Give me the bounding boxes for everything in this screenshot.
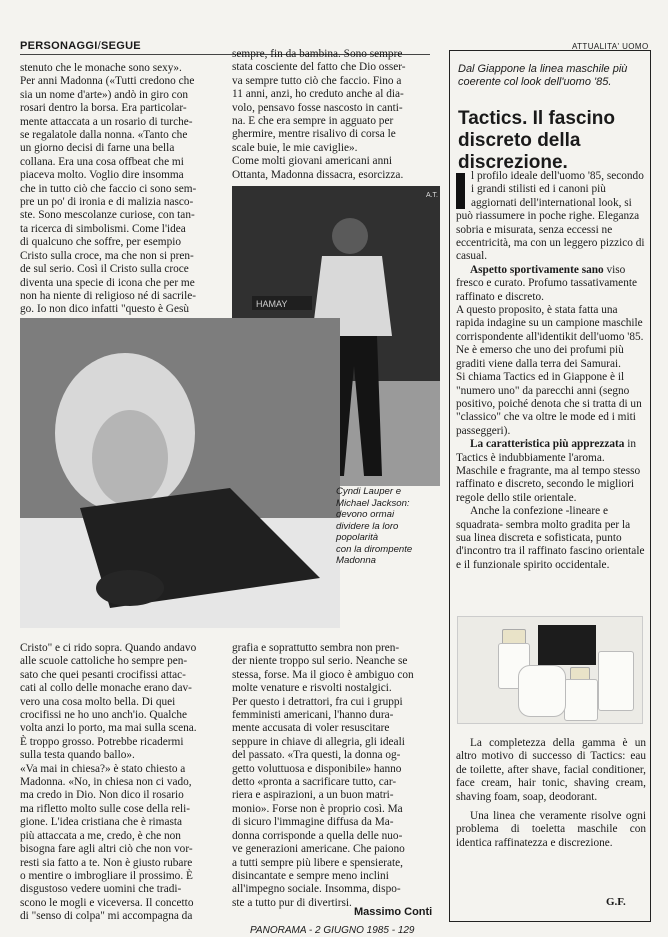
section-sub: SEGUE	[100, 40, 141, 52]
text-line: grafia e soprattutto sembra non pren-	[232, 642, 400, 654]
text-line: all'impegno sociale. Insomma, dispo-	[232, 883, 401, 896]
text-line: detto «pronta a sacrificare tutto, car-	[232, 776, 397, 789]
product-bottle-3	[598, 651, 634, 711]
text-line: disgustoso vedere uomini che tradi-	[20, 883, 182, 896]
text-line: Madonna	[336, 555, 377, 566]
ad-paragraph-6: Anche la confezione -lineare e squadrata- sembra molto gradita per la sua linea discreta e sofisticata, punto d'incontro tra il raffinato fascino orientale e il funzionale spirito occidentale.	[456, 505, 645, 571]
text-line: di "senso di colpa" mi accompagna da	[20, 910, 193, 923]
text-line: ste a tutto pur di divertirsi.	[232, 896, 352, 909]
text-line: disincantate e sempre meno inclini	[232, 869, 389, 882]
text-line: resti sia fatto a te. Non è giusto rubare	[20, 856, 193, 869]
photo-caption	[336, 486, 436, 567]
text-line: crocifissi ne ho uno anch'io. Qualche	[20, 709, 188, 722]
text-line: mente attaccata a un rosario di turche-	[20, 115, 193, 128]
text-line: un giorno decisi di farne una bella	[20, 142, 175, 155]
ad-body-lower	[456, 737, 646, 850]
text-line: collana. Era una cosa offbeat che mi	[20, 155, 184, 168]
text-line: che in tutto ciò che faccio ci sono sem-	[20, 182, 197, 195]
text-line: na. E che era sempre in agguato per	[232, 115, 394, 128]
text-line: vero una cosa molto bella. Di quei	[20, 695, 176, 708]
text-line: molte venature e risvolti nostalgici.	[232, 682, 392, 695]
text-line: Per anni Madonna («Tutti credono che	[20, 75, 195, 88]
text-line: go. Io non dico infatti "questo è Gesù	[20, 303, 190, 316]
text-line: getto voluttuosa e disponibile» hanno	[232, 762, 402, 775]
page-footer: PANORAMA - 2 GIUGNO 1985 - 129	[250, 925, 415, 936]
text-line: È troppo grosso. Potrebbe ricadermi	[20, 735, 184, 748]
text-line: stenuto che le monache sono sexy».	[20, 62, 182, 74]
ad-paragraph-7: La completezza della gamma è un altro motivo di successo di Tactics: eau de toilette, after shave, facial conditioner, face cream, hair tonic, shaving cream, shaving foam, soap, deodorant.	[456, 737, 646, 803]
text-line: ghermire, mentre risalivo di corsa le	[232, 128, 396, 141]
text-line: sulla testa quando ballo».	[20, 749, 135, 762]
product-jar	[518, 665, 566, 717]
text-line: scono le mogli e viceversa. Il concetto	[20, 896, 194, 909]
ad-paragraph-3: A questo proposito, è stata fatta una rapida indagine su un campione maschile corrispondente all'identikit dell'uomo '85. Ne è emerso che uno dei profumi più graditi viene dalla terra dei Samurai.	[456, 304, 644, 370]
text-line: Madonna. «No, in chiesa non ci vado,	[20, 776, 192, 789]
ad-paragraph-8: Una linea che veramente risolve ogni problema di toeletta maschile con identica raffinatezza e discrezione.	[456, 810, 646, 849]
text-line: volta anzi lo porto, ma mai sulla scena.	[20, 722, 197, 735]
text-line: monio». Forse non è proprio così. Ma	[232, 802, 403, 815]
text-line: «Va mai in chiesa?» è stato chiesto a	[20, 762, 186, 775]
ad-paragraph-4: Si chiama Tactics ed in Giappone è il "numero uno" da parecchi anni (segno positivo, poiché denota che si tratta di un "classico" che va oltre le mode ed i miti passeggeri).	[456, 371, 642, 437]
text-line: ma rifletto molto sulle cose della reli-	[20, 802, 191, 815]
text-line: sempre, fin da bambina. Sono sempre	[232, 48, 403, 60]
product-bottle-2	[564, 679, 598, 721]
photo-cyndi-lauper	[20, 318, 340, 628]
text-line: sato che quei pesanti crocifissi attac-	[20, 668, 186, 681]
text-line: pre un po' di ironia e di malizia nasco-	[20, 196, 194, 209]
text-line: Ottanta, Madonna dissacra, esorcizza.	[232, 168, 404, 181]
text-line: ve generazioni americane. Che paiono	[232, 843, 405, 856]
text-line: del passato. «Tra questi, la donna og-	[232, 749, 401, 762]
text-line: Cyndi Lauper e	[336, 486, 402, 497]
text-line: di sicuro l'immagine diffusa da Ma-	[232, 816, 394, 829]
section-separator: /	[97, 40, 101, 52]
text-line: ta ricerca di simbolismi. Come l'idea	[20, 222, 186, 235]
text-line: non ha niente di religioso né di sacrile-	[20, 289, 196, 302]
photo-cl-illustration	[20, 318, 340, 628]
text-line: dividere la loro	[336, 520, 399, 532]
article-column-2-top	[232, 48, 442, 182]
article-column-1-bottom	[20, 642, 232, 924]
text-line: Per questo i detrattori, fra cui i gruppi	[232, 695, 403, 708]
text-line: seppure in chiave di allegria, gli ideali	[232, 735, 405, 748]
text-line: ste. Sono mescolanze curiose, con tan-	[20, 209, 195, 222]
article-column-1-top	[20, 62, 232, 317]
text-line: sia un nome d'arte») andò in giro con	[20, 88, 188, 101]
text-line: più attaccata a me, credo, è che non	[20, 829, 181, 842]
text-line: alle scuole cattoliche ho sempre pen-	[20, 655, 188, 668]
text-line: donna corrisponde a quella delle nuo-	[232, 829, 403, 842]
text-line: riera e aspirazioni, a un buon matri-	[232, 789, 394, 802]
text-line: mente accusata di voler resuscitare	[232, 722, 390, 735]
text-line: Cristo" e ci rido sopra. Quando andavo	[20, 642, 197, 654]
author-name: Massimo Conti	[354, 906, 433, 918]
section-name: PERSONAGGI	[20, 40, 98, 52]
drop-cap	[456, 173, 465, 209]
text-line: rosari dentro la borsa. Era particolar-	[20, 102, 187, 115]
ad-body-upper	[456, 170, 646, 572]
text-line: va sempre tutto ciò che faccio. Fino a	[232, 74, 402, 87]
text-line: de sul serio. Così il Cristo sulla croce	[20, 263, 189, 276]
article-column-2-bottom	[232, 642, 444, 910]
sidebar-label: ATTUALITA' UOMO	[572, 42, 649, 51]
text-line: bisogna fare agli altri ciò che non vor-	[20, 843, 193, 856]
text-line: con la dirompente	[336, 543, 413, 555]
text-line: der niente troppo sul serio. Neanche se	[232, 655, 408, 668]
text-line: Come molti giovani americani anni	[232, 155, 392, 168]
text-line: Michael Jackson:	[336, 497, 410, 509]
text-line: volo, pensavo fosse nascosto in canti-	[232, 101, 403, 114]
text-line: cati al collo delle monache erano dav-	[20, 682, 192, 695]
text-line: stata cosciente del fatto che Dio osser-	[232, 61, 406, 74]
ad-title: Tactics. Il fascino discreto della discrezione.	[458, 108, 615, 173]
ad-paragraph-5-lead: La caratteristica più apprezzata	[470, 438, 625, 451]
product-photo	[457, 616, 643, 724]
text-line: 11 anni, anzi, ho creduto anche al dia-	[232, 88, 404, 101]
text-line: devono ormai	[336, 509, 395, 520]
section-header	[20, 40, 141, 52]
text-line: di qualcuno che soffre, per esempio	[20, 236, 182, 249]
text-line: scale buie, le mie caviglie».	[232, 141, 358, 154]
text-line: diventa una specie di icona che per me	[20, 276, 195, 289]
ad-subtitle: Dal Giappone la linea maschile più coerente col look dell'uomo '85.	[458, 63, 628, 88]
text-line: popolarità	[336, 532, 379, 543]
text-line: stessa, forse. Ma il gioco è ambiguo con	[232, 668, 414, 681]
text-line: o mentire o imbrogliare il prossimo. È	[20, 869, 193, 882]
text-line: ma credo in Dio. Non dico il rosario	[20, 789, 184, 802]
ad-paragraph-1: l profilo ideale dell'uomo '85, secondo i grandi stilisti ed i canoni più aggiornati dell'international look, si può riassumere in poche righe. Eleganza sobria e misurata, senza eccessi ne eccentricità, ma con un leggero pizzico di casual.	[456, 170, 645, 263]
text-line: femministi americani, l'hanno dura-	[232, 709, 394, 722]
text-line: a tutti sempre più libere e spensierate,	[232, 856, 403, 869]
text-line: piaceva molto. Voglio dire insomma	[20, 169, 184, 182]
photo-credit: A.T.	[425, 192, 438, 199]
product-box	[538, 625, 596, 665]
ad-signature: G.F.	[606, 896, 626, 908]
ad-paragraph-2-rest: viso fresco e curato. Profumo tassativamente raffinato e discreto.	[456, 263, 637, 303]
text-line: se regalatole dalla nonna. «Tanto che	[20, 129, 188, 142]
text-line: gione. L'idea cristiana che è rimasta	[20, 816, 183, 829]
ad-paragraph-5-rest: in Tactics è indubbiamente l'aroma. Maschile e fragrante, ma al tempo stesso raffinato e discreto, secondo le migliori regole dello stile orientale.	[456, 438, 641, 504]
text-line: Cristo sulla croce, ma che non si pren-	[20, 249, 194, 262]
svg-text:HAMAY: HAMAY	[256, 299, 288, 309]
ad-paragraph-2-lead: Aspetto sportivamente sano	[470, 263, 604, 276]
